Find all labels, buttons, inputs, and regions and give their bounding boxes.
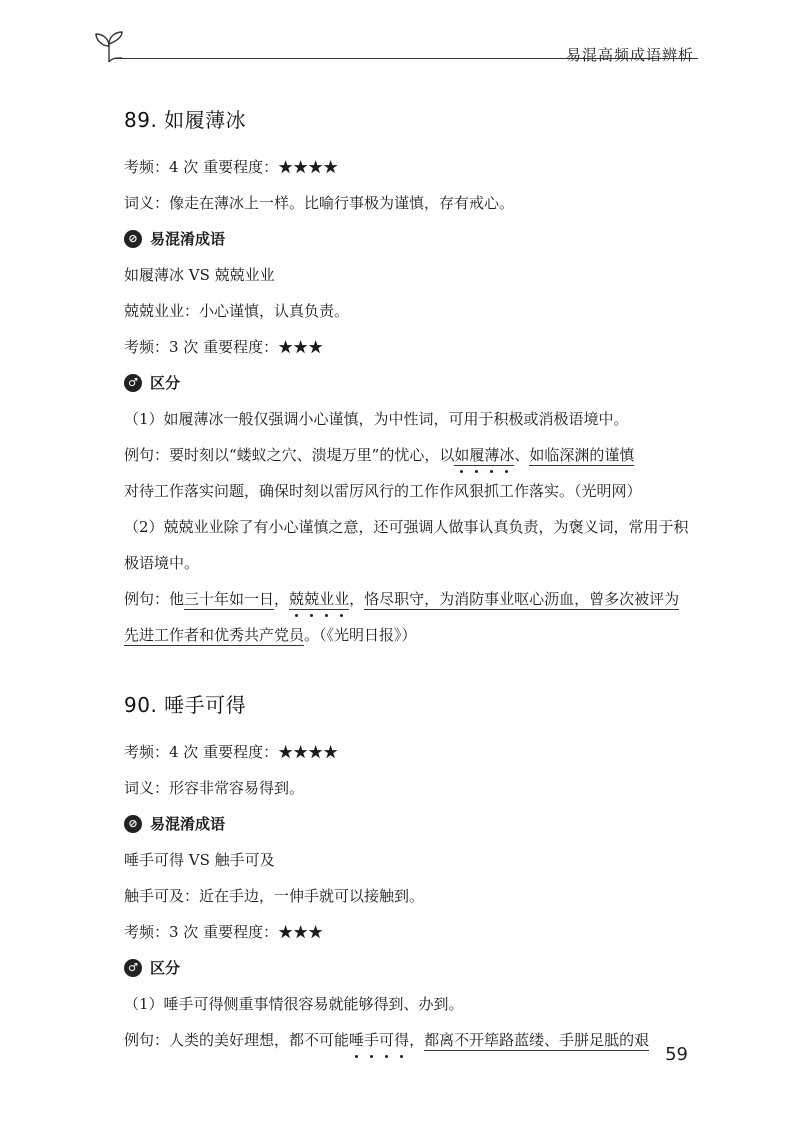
other-meaning: 触手可及：近在手边，一伸手就可以接触到。 — [124, 887, 425, 905]
example-2: 例句：他三十年如一日，兢兢业业，恪尽职守，为消防事业呕心沥血，曾多次被评为先进工作者和优秀共产党员。（《光明日报》） — [124, 590, 680, 644]
diff-heading — [124, 950, 690, 986]
example-underline: 都离不开筚路蓝缕、手胼足胝的艰 — [424, 1031, 650, 1049]
other-frequency: 考频：3 次 重要程度：★★★ — [124, 923, 324, 941]
emphasis-char: 业 — [319, 590, 335, 608]
emphasis-char: 履 — [469, 446, 485, 464]
emphasis-char: 兢 — [289, 590, 305, 608]
confuse-icon: ⊘ — [124, 230, 142, 248]
page-content — [124, 104, 690, 1058]
confuse-heading-label: 易混淆成语 — [150, 230, 226, 248]
entry-frequency: 考频：4 次 重要程度：★★★★ — [124, 158, 339, 176]
emphasis-char: 得 — [394, 1031, 410, 1049]
example-idiom — [454, 446, 514, 466]
confuse-heading — [124, 806, 690, 842]
other-frequency: 考频：3 次 重要程度：★★★ — [124, 338, 324, 356]
page-header — [0, 0, 800, 80]
emphasis-char: 唾 — [349, 1031, 365, 1049]
diff-icon: ♂ — [124, 374, 142, 392]
page-number: 59 — [665, 1044, 688, 1065]
confuse-icon: ⊘ — [124, 815, 142, 833]
entry-frequency: 考频：4 次 重要程度：★★★★ — [124, 743, 339, 761]
entry-title: 90. 唾手可得 — [124, 693, 247, 717]
header-title: 易混高频成语辨析 — [565, 46, 694, 64]
other-meaning: 兢兢业业：小心谨慎，认真负责。 — [124, 302, 350, 320]
vs-line: 唾手可得 VS 触手可及 — [124, 851, 275, 869]
diff-heading — [124, 365, 690, 401]
diff-heading-label: 区分 — [150, 374, 181, 392]
diff-icon: ♂ — [124, 959, 142, 977]
entry-meaning: 词义：像走在薄冰上一样。比喻行事极为谨慎，存有戒心。 — [124, 194, 515, 212]
confuse-heading-label: 易混淆成语 — [150, 815, 226, 833]
emphasis-char: 手 — [364, 1031, 380, 1049]
diff-point-1: （1）如履薄冰一般仅强调小心谨慎，为中性词，可用于积极或消极语境中。 — [124, 410, 629, 428]
diff-point-2: （2）兢兢业业除了有小心谨慎之意，还可强调人做事认真负责，为褒义词，常用于积极语境中。 — [124, 518, 689, 572]
example-underline: 恪尽职守，为消防事业呕心沥血，曾多次被评为先进工作者和优秀共产党员 — [124, 590, 680, 644]
emphasis-char: 兢 — [304, 590, 320, 608]
diff-point-1: （1）唾手可得侧重事情很容易就能够得到、办到。 — [124, 995, 464, 1013]
diff-heading-label: 区分 — [150, 959, 181, 977]
emphasis-char: 冰 — [499, 446, 515, 464]
example-1: 例句：要时刻以“蝼蚁之穴、溃堤万里”的忧心，以如履薄冰、如临深渊的谨慎 对待工作落实问题，确保时刻以雷厉风行的工作作风狠抓工作落实。（光明网） — [124, 446, 642, 500]
emphasis-char: 薄 — [484, 446, 500, 464]
example-1: 例句：人类的美好理想，都不可能唾手可得，都离不开筚路蓝缕、手胼足胝的艰 — [124, 1031, 650, 1049]
confuse-heading — [124, 221, 690, 257]
example-idiom — [289, 590, 349, 610]
entry-meaning: 词义：形容非常容易得到。 — [124, 779, 305, 797]
example-idiom — [349, 1031, 409, 1049]
example-underline: 如临深渊的谨慎 — [529, 446, 635, 464]
entry-title: 89. 如履薄冰 — [124, 108, 247, 132]
vs-line: 如履薄冰 VS 兢兢业业 — [124, 266, 275, 284]
emphasis-char: 如 — [454, 446, 470, 464]
emphasis-char: 可 — [379, 1031, 395, 1049]
example-underline: 三十年如一日 — [184, 590, 275, 608]
emphasis-char: 业 — [334, 590, 350, 608]
